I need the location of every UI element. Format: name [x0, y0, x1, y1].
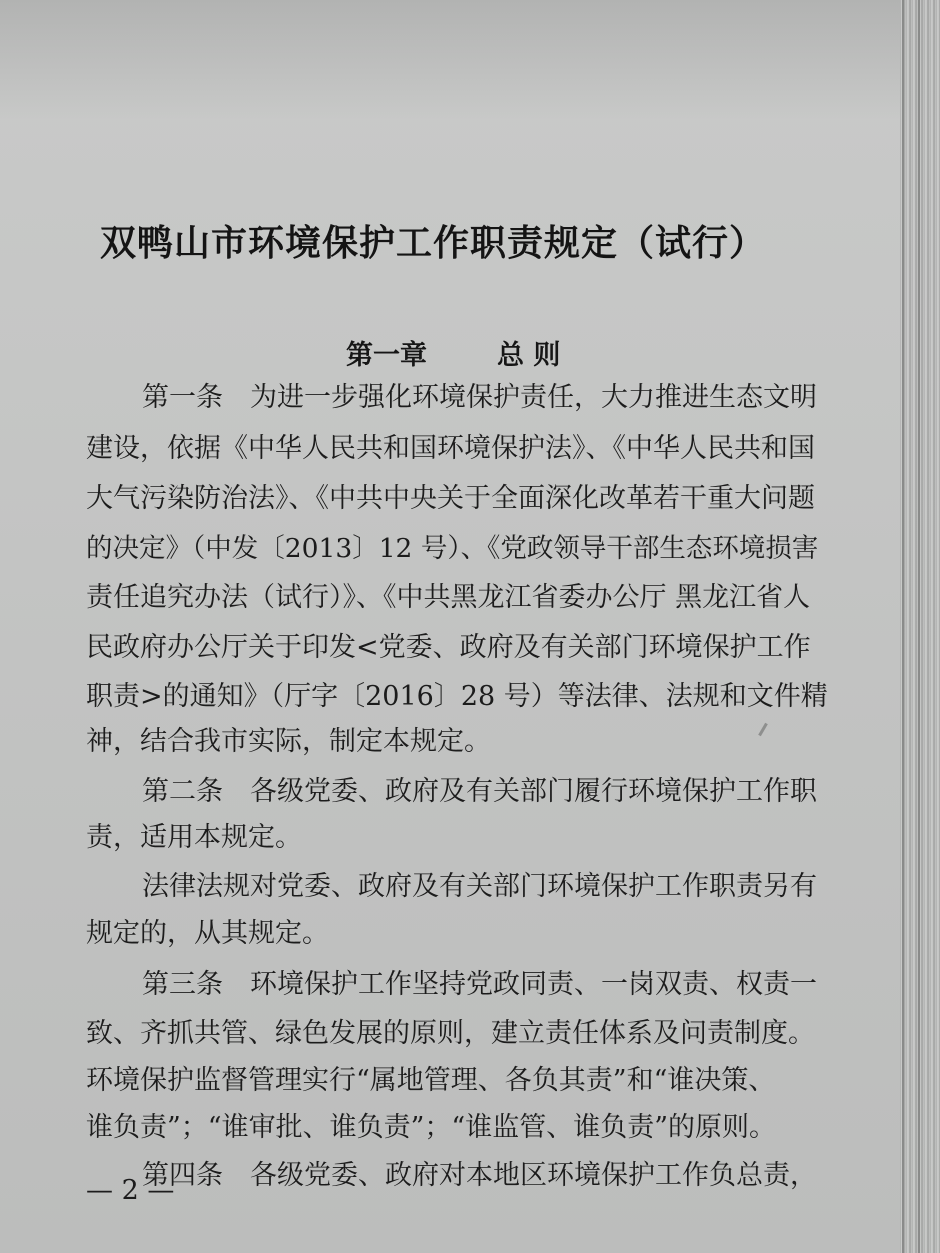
page-number: — 2 —: [86, 1175, 175, 1206]
page-edge-line: [902, 0, 904, 1253]
body-line: 环境保护监督管理实行“属地管理、各负其责”和“谁决策、: [86, 1065, 776, 1096]
body-line: 第四条 各级党委、政府对本地区环境保护工作负总责，: [142, 1160, 817, 1191]
page-edge-line: [918, 0, 920, 1253]
body-line: 职责>的通知》（厅字〔2016〕28 号）等法律、法规和文件精: [86, 681, 828, 712]
paper-mark: [758, 723, 768, 737]
chapter-number: 第一章: [346, 340, 427, 371]
body-line: 法律法规对党委、政府及有关部门环境保护工作职责另有: [142, 871, 817, 902]
body-line: 民政府办公厅关于印发<党委、政府及有关部门环境保护工作: [86, 632, 811, 663]
body-line: 大气污染防治法》、《中共中央关于全面深化改革若干重大问题: [86, 483, 815, 514]
body-line: 神，结合我市实际，制定本规定。: [86, 726, 491, 757]
chapter-name: 总 则: [497, 340, 561, 371]
body-line: 的决定》（中发〔2013〕12 号）、《党政领导干部生态环境损害: [86, 533, 819, 564]
body-line: 致、齐抓共管、绿色发展的原则，建立责任体系及问责制度。: [86, 1018, 815, 1049]
body-line: 第三条 环境保护工作坚持党政同责、一岗双责、权责一: [142, 969, 817, 1000]
body-line: 责，适用本规定。: [86, 822, 302, 853]
body-line: 建设，依据《中华人民共和国环境保护法》、《中华人民共和国: [86, 433, 815, 464]
body-line: 责任追究办法（试行）》、《中共黑龙江省委办公厅 黑龙江省人: [86, 582, 811, 613]
body-line: 第一条 为进一步强化环境保护责任，大力推进生态文明: [142, 382, 817, 413]
document-title: 双鸭山市环境保护工作职责规定（试行）: [100, 223, 767, 264]
stacked-page-edges: [900, 0, 940, 1253]
chapter-heading: [346, 333, 746, 372]
body-line: 第二条 各级党委、政府及有关部门履行环境保护工作职: [142, 776, 817, 807]
body-line: 规定的，从其规定。: [86, 918, 329, 949]
body-line: 谁负责”；“谁审批、谁负责”；“谁监管、谁负责”的原则。: [86, 1112, 777, 1143]
